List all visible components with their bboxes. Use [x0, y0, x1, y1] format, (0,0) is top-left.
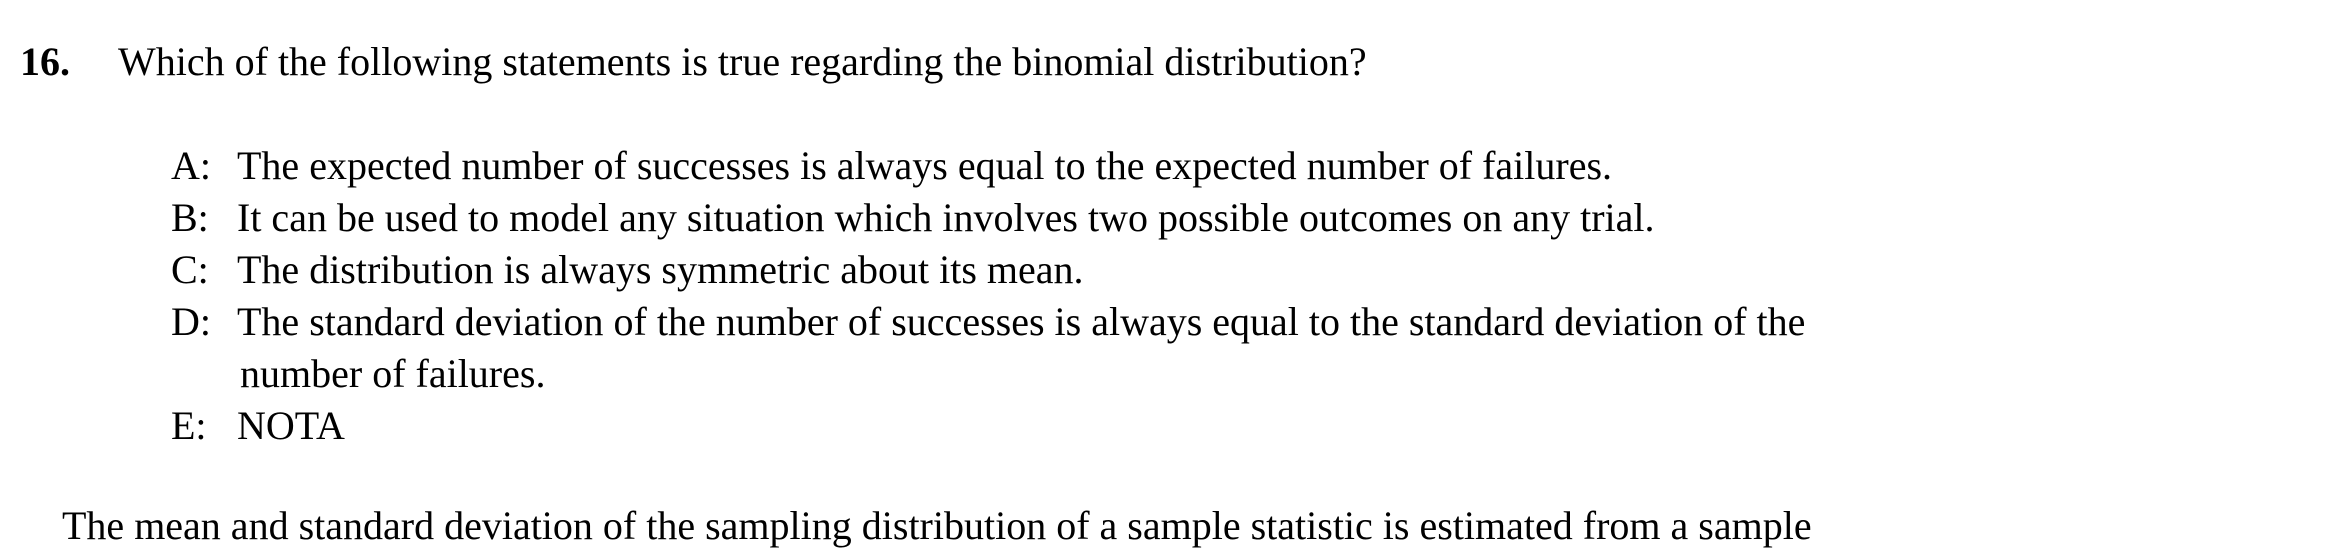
option-e	[171, 400, 345, 452]
option-letter: C:	[171, 247, 209, 292]
question-text: Which of the following statements is true regarding the binomial distribution?	[118, 39, 1367, 84]
option-text: The standard deviation of the number of successes is always equal to the standard deviation of the	[237, 299, 1806, 344]
option-letter: A:	[171, 143, 211, 188]
question	[20, 36, 1367, 88]
option-text: The expected number of successes is always equal to the expected number of failures.	[237, 143, 1613, 188]
option-letter: E:	[171, 403, 207, 448]
option-d	[171, 296, 1805, 348]
next-question-partial-line: The mean and standard deviation of the sampling distribution of a sample statistic is estimated from a sample	[62, 503, 1812, 548]
option-b	[171, 192, 1655, 244]
option-text: It can be used to model any situation which involves two possible outcomes on any trial.	[237, 195, 1655, 240]
option-c	[171, 244, 1084, 296]
option-a	[171, 140, 1612, 192]
option-text: NOTA	[237, 403, 345, 448]
option-letter: D:	[171, 299, 211, 344]
option-d-continuation: number of failures.	[240, 351, 546, 396]
question-number: 16.	[20, 39, 70, 84]
option-text: The distribution is always symmetric about its mean.	[237, 247, 1084, 292]
option-letter: B:	[171, 195, 209, 240]
